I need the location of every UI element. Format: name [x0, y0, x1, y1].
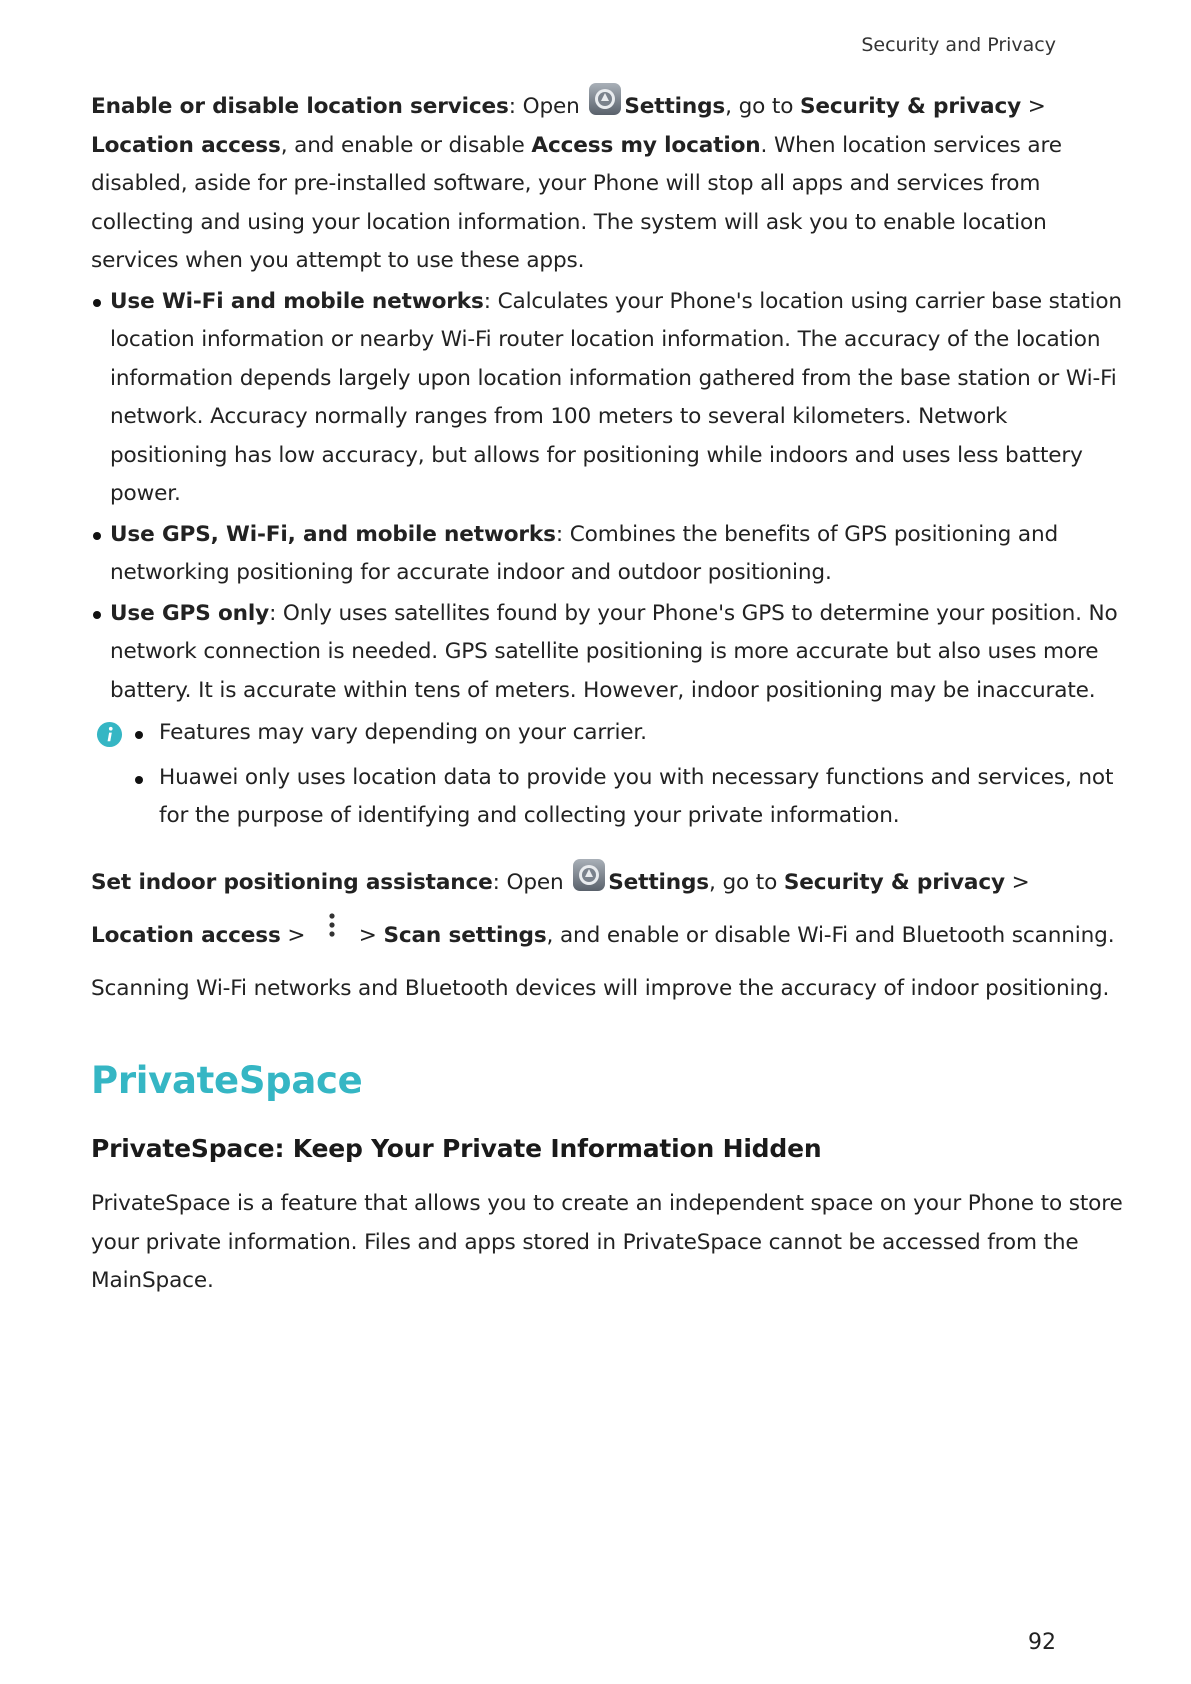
settings-label: Settings [624, 94, 726, 119]
mode-title: Use Wi-Fi and mobile networks [110, 288, 484, 314]
menu-path-location: Location access [91, 132, 281, 158]
location-mode-list [91, 283, 1131, 711]
text-run: , go to [725, 94, 800, 119]
list-item [91, 595, 1131, 711]
text-run: , go to [709, 869, 784, 895]
location-services-paragraph [91, 82, 1131, 281]
path-separator: > [1004, 869, 1030, 895]
note-block [91, 714, 1131, 836]
mode-title: Use GPS, Wi-Fi, and mobile networks [110, 521, 556, 547]
mode-title: Use GPS only [110, 600, 270, 626]
text-run: : Open [492, 869, 571, 895]
text-run: , and enable or disable [280, 132, 532, 158]
path-separator: > [280, 922, 313, 948]
path-separator: > [352, 922, 384, 948]
mode-description: : Only uses satellites found by your Phone's GPS to determine your position. No network connection is needed. GPS satellite positioning is more accurate but also uses more battery. It is accurate within tens of meters. However, indoor positioning may be inaccurate. [110, 600, 1118, 703]
mode-description: : Calculates your Phone's location using carrier base station location information or nearby Wi-Fi router location information. The accuracy of the location information depends largely upon location information gathered from the base station or Wi-Fi network. Accuracy normally ranges from 100 meters to several kilometers. Network positioning has low accuracy, but allows for positioning while indoors and uses less battery power. [110, 288, 1122, 506]
page-number: 92 [1028, 1630, 1056, 1655]
section-title: PrivateSpace [91, 1058, 363, 1102]
location-services-heading: Enable or disable location services [91, 94, 509, 119]
menu-path-security: Security & privacy [800, 94, 1022, 119]
path-separator: > [1021, 94, 1046, 119]
running-header: Security and Privacy [861, 34, 1056, 56]
note-item: Huawei only uses location data to provide you with necessary functions and services, not for the purpose of identifying and collecting your private information. [133, 759, 1131, 836]
subsection-title: PrivateSpace: Keep Your Private Information Hidden [91, 1133, 822, 1163]
text-run: , and enable or disable Wi-Fi and Bluetooth scanning. Scanning Wi-Fi networks and Bluetooth devices will improve the accuracy of indoor positioning. [91, 922, 1115, 1001]
privatespace-intro: PrivateSpace is a feature that allows you to create an independent space on your Phone to store your private information. Files and apps stored in PrivateSpace cannot be accessed from the MainSpace. [91, 1191, 1123, 1294]
list-item [91, 516, 1131, 593]
settings-app-icon [588, 82, 622, 116]
more-options-icon [314, 910, 350, 944]
menu-path-security: Security & privacy [783, 869, 1005, 895]
note-item: Features may vary depending on your carrier. [133, 714, 1131, 753]
menu-path-location: Location access [91, 922, 281, 948]
access-my-location-label: Access my location [531, 132, 761, 158]
indoor-positioning-paragraph [91, 856, 1131, 1015]
text-run: : Open [508, 94, 587, 119]
scan-settings-label: Scan settings [383, 922, 547, 948]
page-content [91, 82, 1131, 1301]
indoor-heading: Set indoor positioning assistance [91, 869, 493, 895]
mode-description: : Combines the benefits of GPS positioning and networking positioning for accurate indoor and outdoor positioning. [110, 521, 1059, 585]
info-icon [96, 721, 123, 748]
note-list [133, 714, 1131, 836]
settings-label: Settings [608, 869, 710, 895]
list-item [91, 283, 1131, 514]
settings-app-icon [572, 858, 606, 892]
text-run: . When location services are disabled, aside for pre-installed software, your Phone will stop all apps and services from collecting and using your location information. The system will ask you to enable location services when you attempt to use these apps. [91, 132, 1062, 273]
